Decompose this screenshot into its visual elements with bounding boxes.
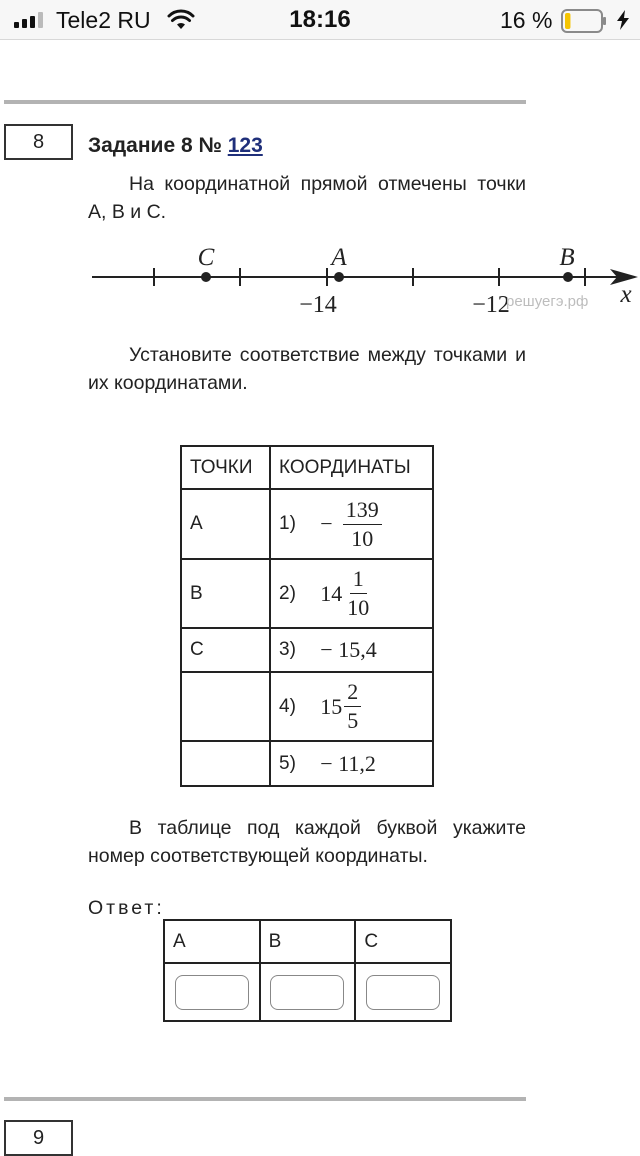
- point-c-dot: [201, 272, 211, 282]
- point-a-label: A: [331, 244, 347, 271]
- answer-input-c[interactable]: [366, 975, 440, 1010]
- table-row: [181, 741, 433, 786]
- task-id-link[interactable]: 123: [227, 134, 263, 157]
- fraction-denominator: 10: [351, 525, 374, 551]
- axis-x-label: x: [620, 281, 632, 308]
- answer-header-a: A: [164, 920, 260, 963]
- point-cell: [181, 741, 270, 786]
- fraction: [343, 496, 382, 551]
- fraction-numerator: 139: [343, 499, 382, 525]
- task-instruction: Установите соответствие между точками и их координатами.: [88, 344, 526, 394]
- fraction-numerator: 1: [350, 568, 367, 594]
- fraction-numerator: 2: [344, 681, 361, 707]
- option-cell: [270, 489, 433, 559]
- point-c-label: C: [197, 244, 215, 271]
- next-task-number-box: 9: [4, 1120, 73, 1156]
- option-value: [320, 568, 372, 619]
- status-bar: [0, 0, 640, 40]
- carrier-name: Tele2 RU: [56, 7, 151, 33]
- option-whole: 14: [320, 580, 343, 606]
- answer-header-b: B: [260, 920, 356, 963]
- point-a-dot: [334, 272, 344, 282]
- section-divider: [4, 1097, 526, 1101]
- match-table: [180, 445, 434, 787]
- point-cell: B: [181, 559, 270, 628]
- answer-table: [163, 919, 452, 1022]
- task-title-text: Задание 8 №: [88, 134, 228, 157]
- option-cell: [270, 672, 433, 741]
- charging-bolt-icon: [616, 10, 630, 30]
- option-sign: −: [320, 511, 333, 536]
- number-line: [0, 236, 640, 326]
- option-value: [320, 681, 361, 732]
- tick-label-minus-14: −14: [299, 292, 337, 318]
- option-number: 2): [279, 582, 296, 604]
- table-instruction: В таблице под каждой буквой укажите номер соответствующей координаты.: [88, 817, 526, 867]
- answer-input-b[interactable]: [270, 975, 344, 1010]
- point-cell: C: [181, 628, 270, 672]
- table-row: [181, 559, 433, 628]
- table-header-row: [181, 446, 433, 489]
- option-number: 3): [279, 639, 296, 661]
- option-number: 1): [279, 513, 296, 535]
- table-row: [181, 628, 433, 672]
- fraction-denominator: 10: [347, 595, 370, 620]
- battery-percentage: 16 %: [500, 7, 553, 33]
- point-cell: A: [181, 489, 270, 559]
- option-value: − 11,2: [320, 750, 376, 776]
- status-time: 18:16: [289, 6, 351, 33]
- point-cell: [181, 672, 270, 741]
- point-b-label: B: [559, 244, 575, 271]
- task-number-box: 8: [4, 124, 73, 160]
- fraction-denominator: 5: [347, 708, 359, 733]
- task-intro: На координатной прямой отмечены точки A, B и C.: [88, 173, 526, 223]
- answer-header-c: C: [355, 920, 451, 963]
- answer-cell: [355, 963, 451, 1021]
- header-points: ТОЧКИ: [181, 446, 270, 489]
- option-number: 5): [279, 752, 296, 774]
- point-b-dot: [563, 272, 573, 282]
- option-whole: 15: [320, 693, 343, 719]
- answer-header-row: [164, 920, 451, 963]
- fraction: [344, 681, 361, 732]
- option-value: − 15,4: [320, 637, 377, 662]
- battery-level-fill: [565, 13, 570, 29]
- tick-label-minus-12: −12: [472, 292, 510, 318]
- table-row: [181, 672, 433, 741]
- section-divider: [4, 100, 526, 104]
- option-cell: [270, 628, 433, 672]
- answer-cell: [260, 963, 356, 1021]
- option-cell: [270, 741, 433, 786]
- answer-cell: [164, 963, 260, 1021]
- watermark: решуегэ.рф: [506, 293, 589, 310]
- answer-input-a[interactable]: [175, 975, 249, 1010]
- answer-input-row: [164, 963, 451, 1021]
- option-cell: [270, 559, 433, 628]
- option-number: 4): [279, 695, 296, 717]
- answer-label: Ответ:: [88, 897, 165, 919]
- option-value: [320, 496, 381, 551]
- table-row: [181, 489, 433, 559]
- fraction: [344, 568, 372, 619]
- header-coordinates: КООРДИНАТЫ: [270, 446, 433, 489]
- task-title: [88, 134, 263, 158]
- battery-icon: [561, 9, 607, 33]
